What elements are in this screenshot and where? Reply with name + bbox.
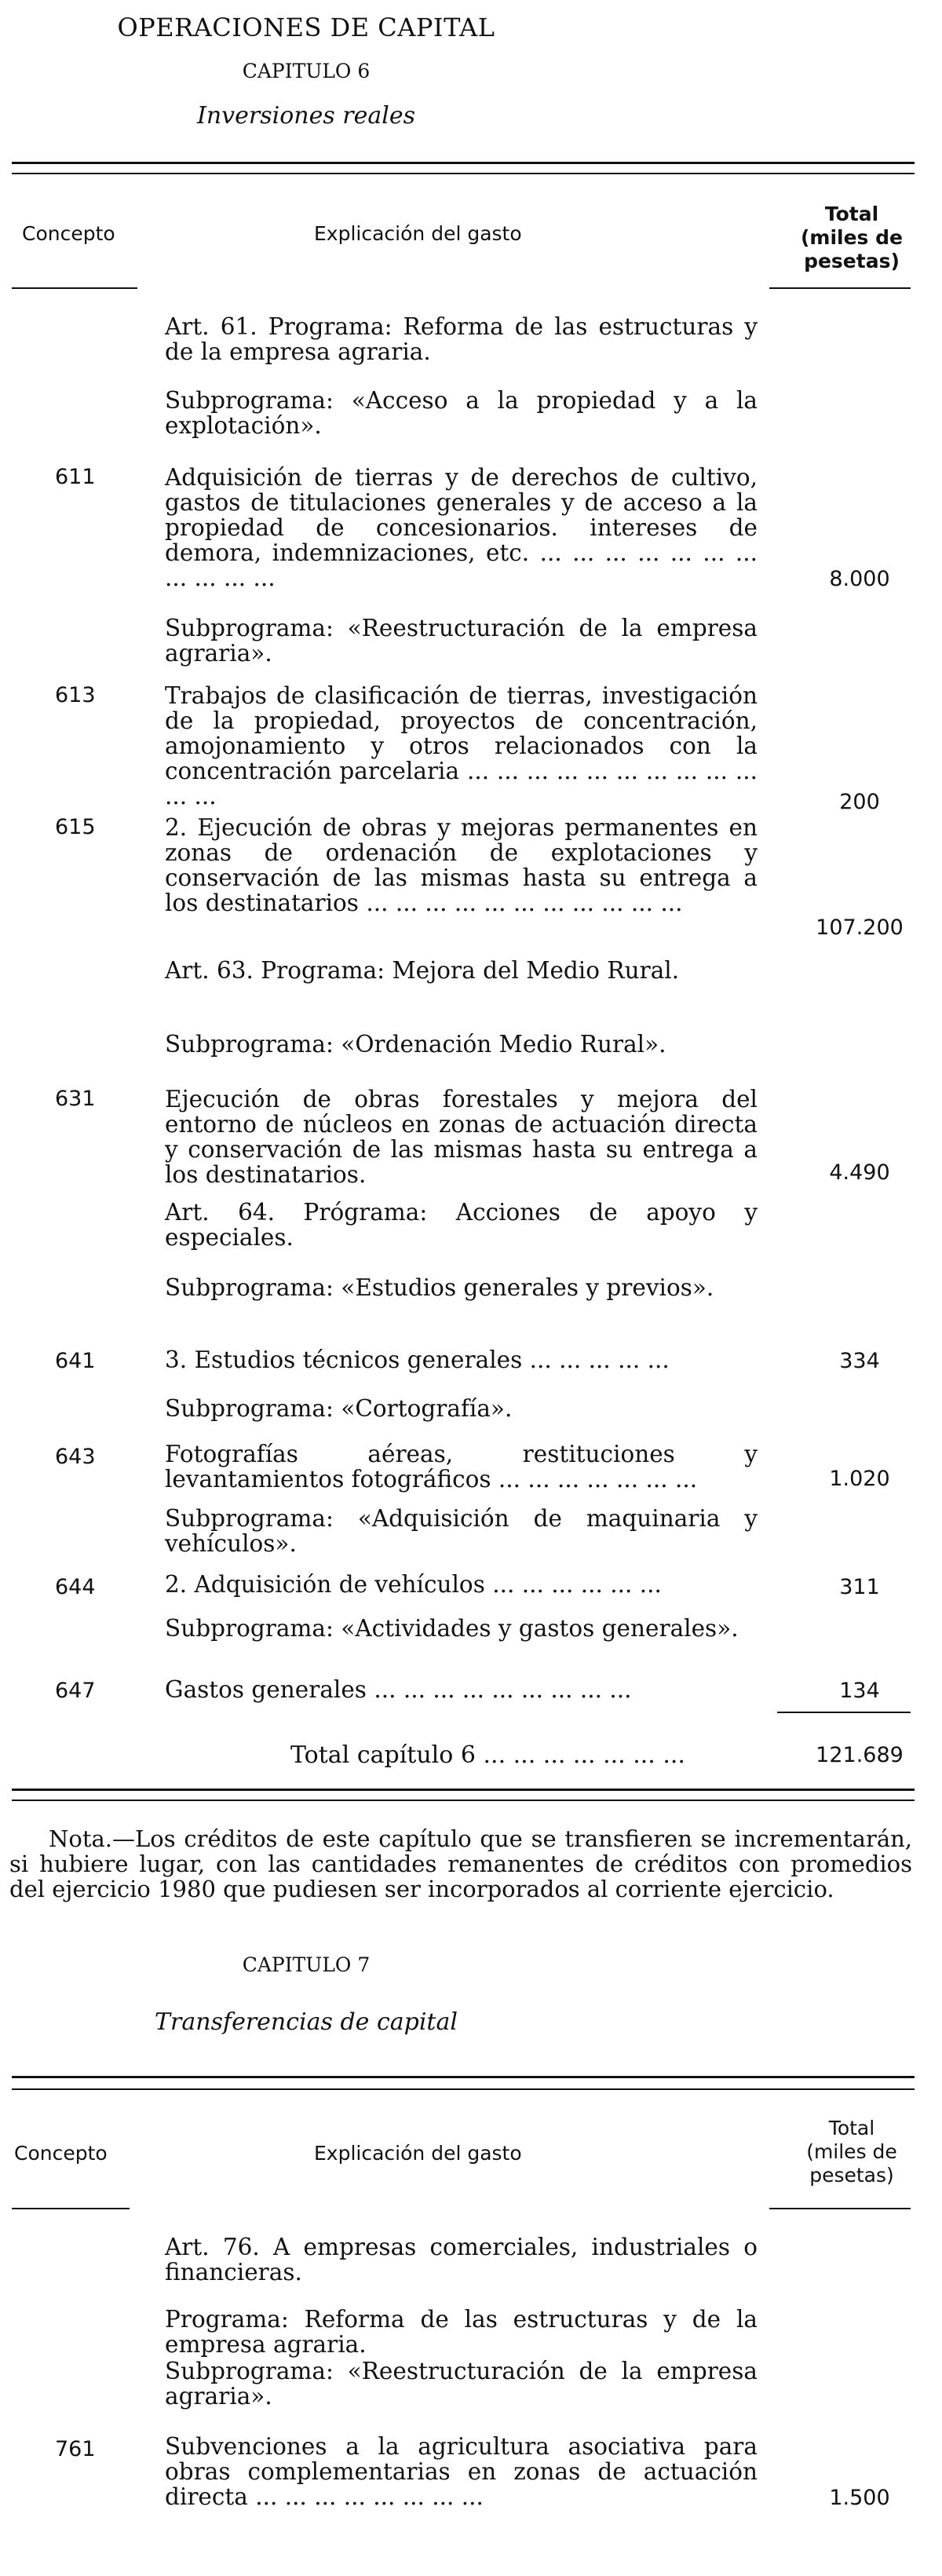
article-76-heading: Art. 76. A empresas comerciales, industriales o financieras.	[165, 2234, 758, 2286]
header-underline-right	[769, 287, 911, 289]
column-header-explicacion: Explicación del gasto	[314, 222, 522, 245]
header-underline-left	[12, 2208, 130, 2209]
subprogram-heading: Subprograma: «Reestructuración de la empresa agraria».	[165, 615, 758, 667]
concept-code: 615	[55, 815, 96, 839]
line-item-amount: 134	[839, 1679, 880, 1703]
subprogram-heading: Subprograma: «Cortografía».	[165, 1395, 513, 1422]
line-item-amount: 1.500	[829, 2486, 890, 2510]
concept-code: 641	[55, 1349, 96, 1373]
article-61-heading: Art. 61. Programa: Reforma de las estructuras y de la empresa agraria.	[165, 313, 758, 365]
article-63-heading: Art. 63. Programa: Mejora del Medio Rural.	[165, 957, 680, 984]
note-paragraph: Nota.—Los créditos de este capítulo que se transfieren se incrementarán, si hubiere lugar, con las cantidades remanentes de créditos con promedios del ejercicio 1980 que pudiesen ser incorporados al corriente ejercicio.	[9, 1825, 912, 1902]
double-rule-top	[12, 162, 915, 164]
concept-code: 631	[55, 1087, 96, 1111]
chapter-7-heading: CAPITULO 7	[242, 1953, 371, 1976]
total-amount: 121.689	[816, 1743, 904, 1767]
concept-code: 644	[55, 1575, 96, 1599]
concept-code: 761	[55, 2437, 96, 2461]
line-item-text: Subvenciones a la agricultura asociativa para obras complementarias en zonas de actuación directa ... ... ... ... ... ... ... ...	[165, 2433, 758, 2510]
double-rule-top	[12, 1789, 915, 1791]
total-label: Total capítulo 6 ... ... ... ... ... ... ...	[290, 1741, 685, 1769]
line-item-amount: 311	[839, 1575, 880, 1599]
header-underline-right	[769, 2208, 911, 2209]
line-item-amount: 334	[839, 1349, 880, 1373]
double-rule-bottom	[12, 1800, 915, 1801]
line-item-text: Fotografías aéreas, restituciones y levantamientos fotográficos ... ... ... ... ... ... ...	[165, 1441, 758, 1493]
line-item-text: Ejecución de obras forestales y mejora del entorno de núcleos en zonas de actuación directa y conservación de las mismas hasta su entrega a los destinatarios.	[165, 1086, 758, 1188]
column-header-concepto: Concepto	[14, 2142, 108, 2165]
program-heading: Programa: Reforma de las estructuras y de la empresa agraria.	[165, 2306, 758, 2358]
concept-code: 613	[55, 683, 96, 707]
line-item-text: Adquisición de tierras y de derechos de cultivo, gastos de titulaciones generales y de acceso a la propiedad de concesionarios. intereses de demora, indemnizaciones, etc. ... ... ... ... ... ... ... ... ... ... ...	[165, 464, 758, 591]
column-header-explicacion: Explicación del gasto	[314, 2142, 522, 2165]
line-item-amount: 4.490	[829, 1160, 890, 1185]
line-item-text: 2. Ejecución de obras y mejoras permanentes en zonas de ordenación de explotaciones y conservación de las mismas hasta su entrega a los destinatarios ... ... ... ... ... ... ... ... ... ... ...	[165, 814, 758, 916]
chapter-6-subtitle: Inversiones reales	[197, 102, 415, 130]
line-item-text: Trabajos de clasificación de tierras, investigación de la propiedad, proyectos de concentración, amojonamiento y otros relacionados con la concentración parcelaria ... ... ... ... ... ... ... ... ... ... ... ...	[165, 682, 758, 809]
concept-code: 611	[55, 465, 96, 489]
line-item-text: 2. Adquisición de vehículos ... ... ... ... ... ...	[165, 1571, 662, 1598]
subprogram-heading: Subprograma: «Estudios generales y previos».	[165, 1274, 714, 1301]
article-64-heading: Art. 64. Prógrama: Acciones de apoyo y especiales.	[165, 1199, 758, 1251]
subprogram-heading: Subprograma: «Ordenación Medio Rural».	[165, 1031, 666, 1058]
header-underline-left	[12, 287, 137, 289]
double-rule-bottom	[12, 173, 915, 174]
chapter-7-subtitle: Transferencias de capital	[155, 2008, 458, 2036]
subprogram-heading: Subprograma: «Acceso a la propiedad y a la explotación».	[165, 387, 758, 439]
double-rule-bottom	[12, 2088, 915, 2090]
double-rule-top	[12, 2076, 915, 2078]
subprogram-heading: Subprograma: «Actividades y gastos generales».	[165, 1615, 739, 1642]
column-header-total: Total (miles de pesetas)	[806, 2117, 897, 2187]
subprogram-heading: Subprograma: «Reestructuración de la empresa agraria».	[165, 2358, 758, 2410]
line-item-amount: 8.000	[829, 567, 890, 591]
line-item-amount: 200	[839, 790, 880, 814]
total-underline	[777, 1712, 911, 1713]
section-title: OPERACIONES DE CAPITAL	[117, 13, 495, 42]
line-item-text: Gastos generales ... ... ... ... ... ... ... ... ...	[165, 1676, 632, 1703]
chapter-6-heading: CAPITULO 6	[242, 60, 371, 82]
column-header-total: Total (miles de pesetas)	[800, 203, 903, 272]
concept-code: 647	[55, 1679, 96, 1703]
line-item-text: 3. Estudios técnicos generales ... ... ... ... ...	[165, 1346, 670, 1373]
subprogram-heading: Subprograma: «Adquisición de maquinaria y vehículos».	[165, 1505, 758, 1557]
line-item-amount: 1.020	[829, 1467, 890, 1491]
line-item-amount: 107.200	[816, 915, 904, 940]
column-header-concepto: Concepto	[22, 222, 115, 245]
concept-code: 643	[55, 1445, 96, 1469]
